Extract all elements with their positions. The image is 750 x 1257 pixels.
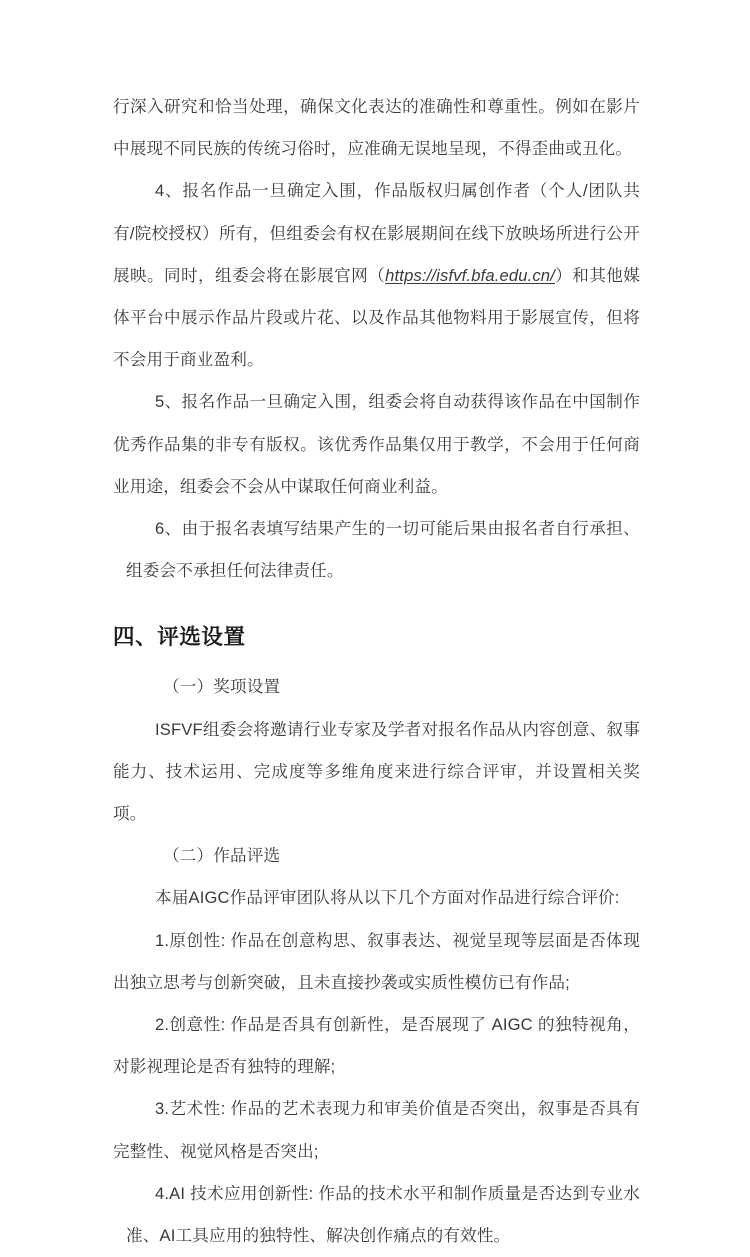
spacer-after-heading [113, 652, 640, 666]
criterion-originality: 1.原创性: 作品在创意构思、叙事表达、视觉呈现等层面是否体现出独立思考与创新突破，且未直接抄袭或实质性模仿已有作品; [113, 930, 640, 992]
evaluation-intro: 本届AIGC作品评审团队将从以下几个方面对作品进行综合评价: [155, 888, 620, 908]
clause-4-text-after-link: ）和其他媒体平台中展示作品片段或片花、以及作品其他物料用于影展宣传，但将不会用于商业盈利。 [113, 265, 641, 370]
festival-website-link[interactable]: https://isfvf.bfa.edu.cn/ [385, 265, 555, 285]
criterion-creativity: 2.创意性: 作品是否具有创新性，是否展现了 AIGC 的独特视角，对影视理论是否有独特的理解; [113, 1015, 640, 1077]
subsection-one-title: （一）奖项设置 [163, 677, 281, 697]
spacer-before-heading [113, 592, 640, 622]
clause-4-text-before-link: 4、报名作品一旦确定入围，作品版权归属创作者（个人/团队共有/院校授权）所有，但组委会有权在影展期间在线下放映场所进行公开展映。同时，组委会将在影展官网（ [113, 181, 640, 285]
page-content [113, 86, 640, 1257]
section-four-heading: 四、评选设置 [113, 625, 246, 650]
clause-6: 6、由于报名表填写结果产生的一切可能后果由报名者自行承担、组委会不承担任何法律责任。 [126, 519, 640, 581]
criterion-artistry: 3.艺术性: 作品的艺术表现力和审美价值是否突出，叙事是否具有完整性、视觉风格是否突出; [113, 1099, 640, 1161]
subsection-one-paragraph: ISFVF组委会将邀请行业专家及学者对报名作品从内容创意、叙事能力、技术运用、完成度等多维角度来进行综合评审，并设置相关奖项。 [113, 719, 640, 824]
clause-5: 5、报名作品一旦确定入围，组委会将自动获得该作品在中国制作优秀作品集的非专有版权。该优秀作品集仅用于教学，不会用于任何商业用途，组委会不会从中谋取任何商业利益。 [113, 392, 640, 496]
clause-4 [113, 170, 640, 381]
subsection-two-title: （二）作品评选 [163, 846, 281, 866]
continued-paragraph: 行深入研究和恰当处理，确保文化表达的准确性和尊重性。例如在影片中展现不同民族的传统习俗时，应准确无误地呈现，不得歪曲或丑化。 [113, 97, 640, 159]
criterion-ai-innovation: 4.AI 技术应用创新性: 作品的技术水平和制作质量是否达到专业水准、AI工具应用的独特性、解决创作痛点的有效性。 [126, 1183, 640, 1246]
